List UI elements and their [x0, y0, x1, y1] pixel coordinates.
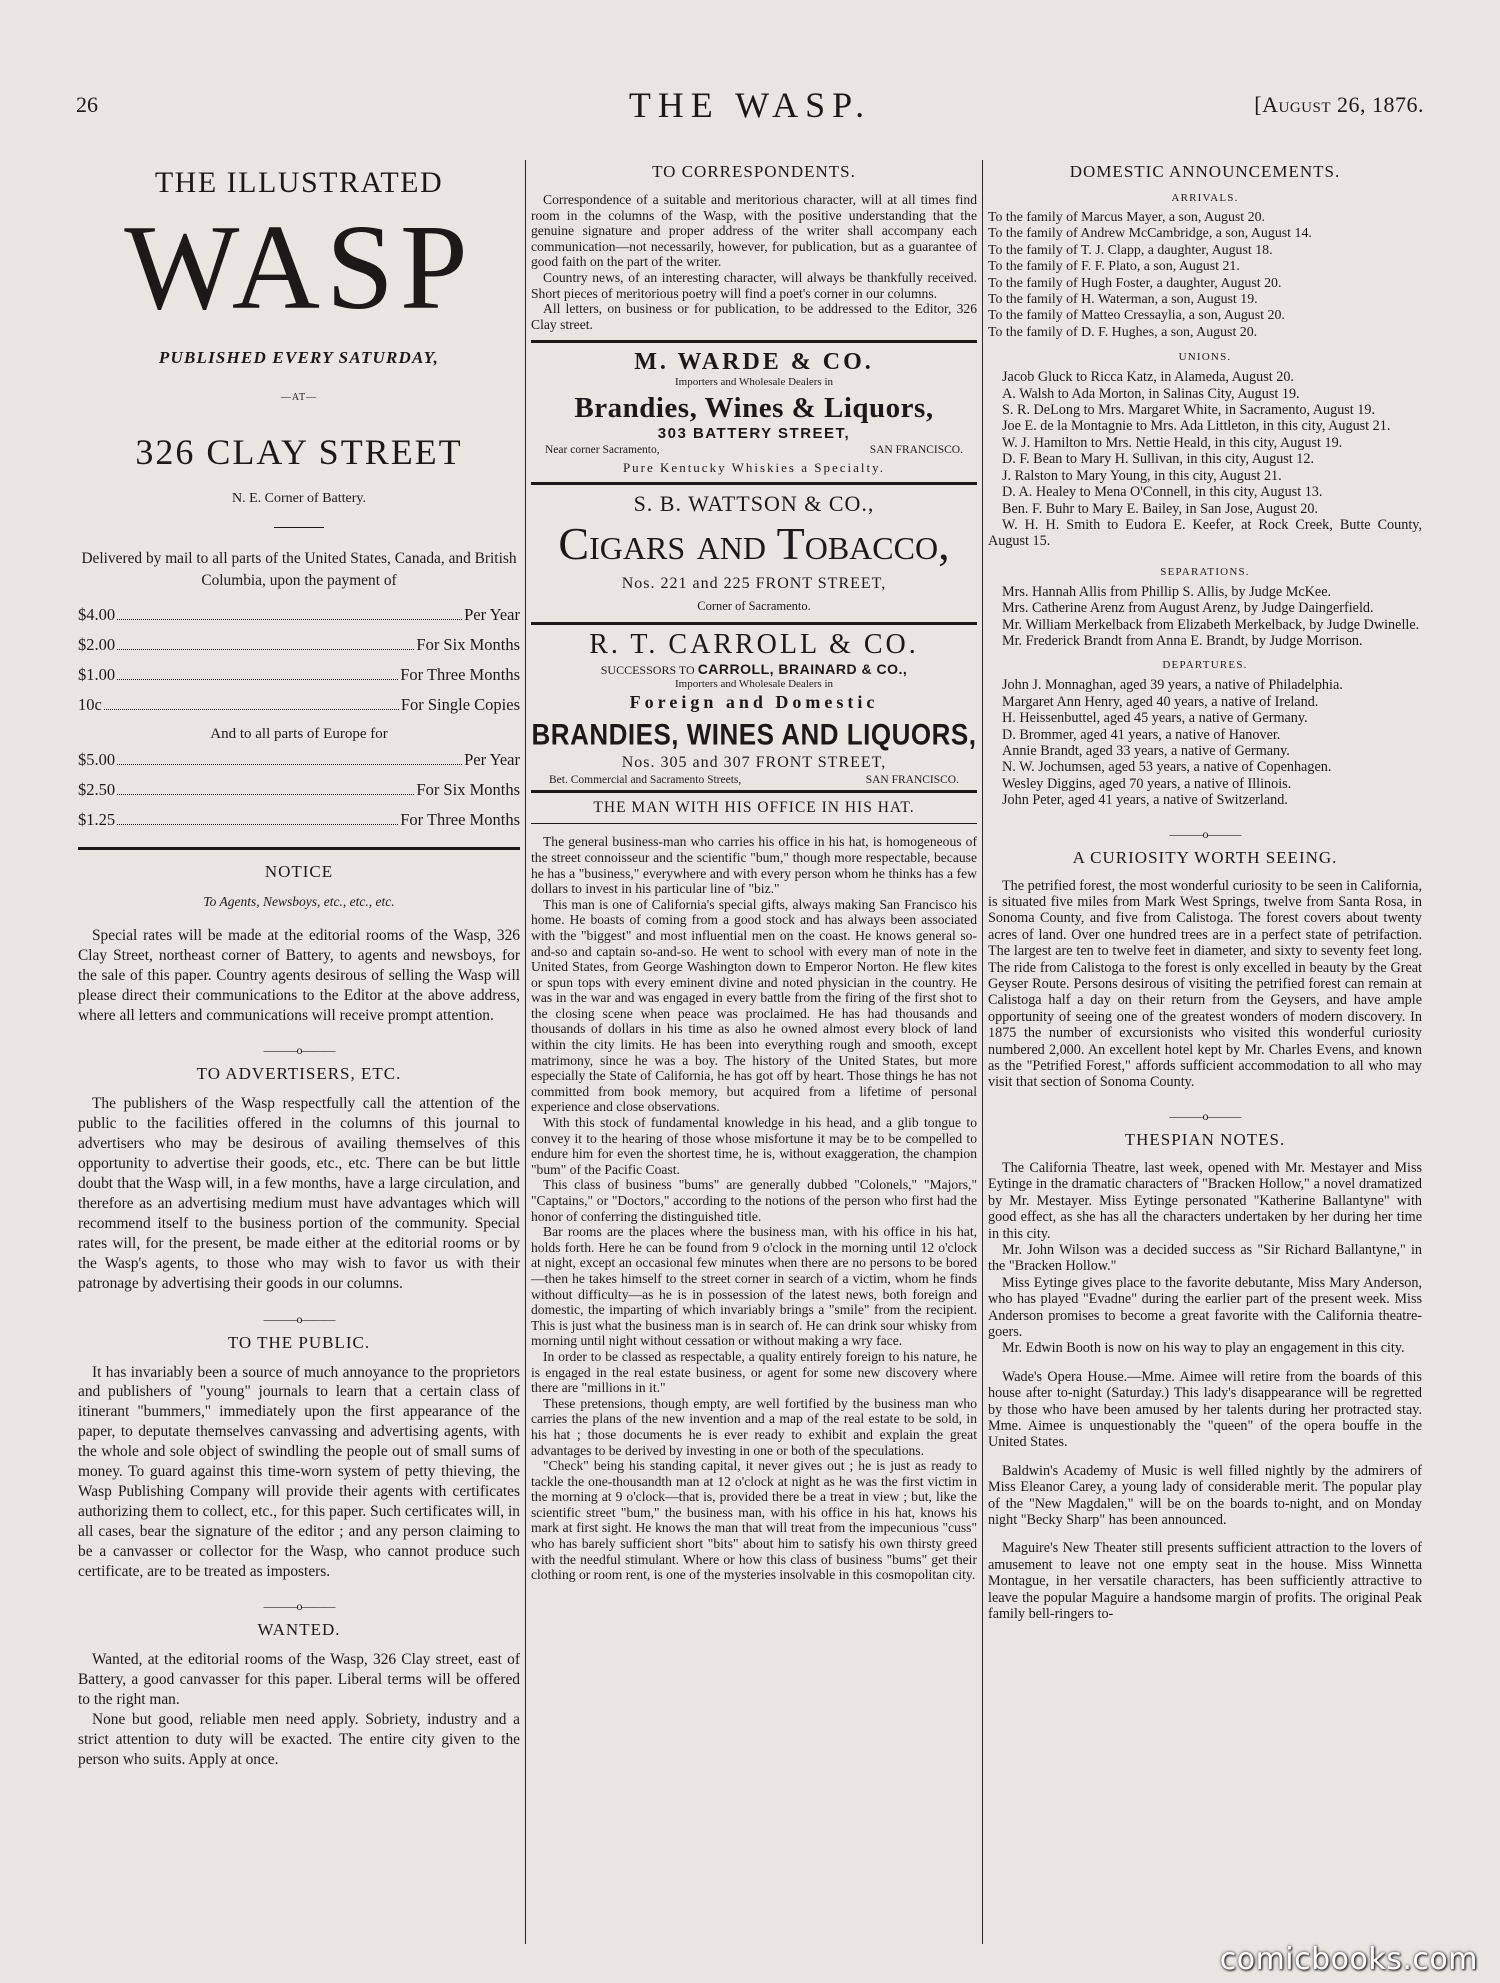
article-paragraph: Miss Eytinge gives place to the favorite debutante, Miss Mary Anderson, who has played "Evadne" during the earlier part of the present week. Miss Anderson promises to become a great favorite with the California theatre-goers.	[988, 1274, 1422, 1340]
short-divider	[274, 527, 324, 528]
article-paragraph: "Check" being his standing capital, it never gives out ; he is just as ready to tackle the one-thousandth man at 12 o'clock at night as he was the first victim in the morning at 9 o'clock—that is, provided there be a treat in view ; but, like the scientific street "bum," the business man, with his office in his hat, knows his mark at first sight. He knows the man that will treat from the impecunious "cuss" who has barely sufficient short "bits" about him to satisfy his own thirsty greed with the needful stimulant. Where or how this class of business "bums" get their clothing or room rent, is one of the mysteries insolvable in this cosmopolitan city.	[531, 1458, 977, 1583]
list-item: D. A. Healey to Mena O'Connell, in this city, August 13.	[1002, 484, 1323, 501]
wanted-article	[78, 1650, 520, 1769]
list-item: Ben. F. Buhr to Mary E. Bailey, in San Jose, August 20.	[1002, 500, 1318, 517]
unions-heading: UNIONS.	[1178, 351, 1232, 364]
thespian-article	[988, 1160, 1422, 1623]
column-rule-2	[982, 160, 983, 1944]
article-paragraph: These pretensions, though empty, are well fortified by the business man who carries the plans of the new invention and a map of the real estate to be sold, in his hat ; those documents he is ever ready to exhibit and explain the great advantages to be derived by investing in one or both of the speculations.	[531, 1395, 977, 1458]
man-office-article	[531, 834, 977, 1583]
ornament-divider: ———o———	[1169, 826, 1241, 841]
wasp-logo-title: WASP	[124, 200, 474, 335]
delivery-terms: Delivered by mail to all parts of the United States, Canada, and British Columbia, upon the payment of	[81, 550, 517, 589]
unions-list	[988, 369, 1422, 549]
issue-date: [August 26, 1876.	[1254, 92, 1424, 117]
article-paragraph: Maguire's New Theater still presents sufficient attraction to the lovers of amusement to leave not one empty seat in the house. Miss Winnetta Montague, in her versatile characters, has been sufficiently attractive to leave the popular Maguire a handsome margin of profits. The original Peak family bell-ringers to-	[988, 1540, 1422, 1623]
list-item: Mr. Frederick Brandt from Anna E. Brandt, by Judge Morrison.	[1002, 632, 1363, 649]
ad-wattson-products: Cigars and Tobacco,	[558, 518, 950, 570]
list-item: To the family of Marcus Mayer, a son, August 20.	[988, 210, 1266, 225]
ad-divider	[531, 790, 977, 793]
list-item: Mrs. Catherine Arenz from August Arenz, by Judge Daingerfield.	[1002, 600, 1374, 617]
wanted-heading: WANTED.	[257, 1620, 341, 1640]
ad-warde-location: Near corner Sacramento, SAN FRANCISCO.	[545, 444, 963, 457]
list-item: To the family of D. F. Hughes, a son, August 20.	[988, 324, 1258, 340]
list-item: Annie Brandt, aged 33 years, a native of Germany.	[1002, 742, 1290, 759]
ad-warde-street: 303 BATTERY STREET,	[657, 425, 851, 443]
price-row: $4.00 Per Year	[78, 605, 520, 624]
list-item: W. J. Hamilton to Mrs. Nettie Heald, in this city, August 19.	[1002, 434, 1343, 451]
article-paragraph: Mr. Edwin Booth is now on his way to play an engagement in this city.	[1002, 1340, 1405, 1357]
list-item: D. Brommer, aged 41 years, a native of Hanover.	[1002, 726, 1281, 743]
correspondents-body: Correspondence of a suitable and meritorious character, will at all times find room in the columns of the Wasp, with the positive understanding that the genuine signature and proper address of the writer shall accompany each communication—not necessarily, however, for publication, but as a guarantee of good faith on the part of the writer.	[531, 192, 977, 270]
list-item: S. R. DeLong to Mrs. Margaret White, in Sacramento, August 19.	[1002, 402, 1376, 419]
ad-wattson-address: Nos. 221 and 225 FRONT STREET,	[621, 575, 887, 593]
curiosity-heading: A CURIOSITY WORTH SEEING.	[1072, 847, 1338, 867]
list-item: Jacob Gluck to Ricca Katz, in Alameda, August 20.	[1002, 369, 1294, 386]
ad-carroll-location: Bet. Commercial and Sacramento Streets, SAN FRANCISCO.	[549, 774, 959, 787]
price-row: $2.50 For Six Months	[78, 780, 520, 799]
column-1	[78, 158, 520, 1948]
at-line: —AT—	[280, 392, 318, 403]
list-item: John J. Monnaghan, aged 39 years, a native of Philadelphia.	[1002, 677, 1343, 694]
published-line: PUBLISHED EVERY SATURDAY,	[158, 348, 440, 367]
list-item: To the family of Andrew McCambridge, a son, August 14.	[988, 226, 1312, 242]
wanted-body: None but good, reliable men need apply. Sobriety, industry and a strict attention to duty will be exacted. The entire city given to the person who suits. Apply at once.	[78, 1711, 520, 1768]
europe-line: And to all parts of Europe for	[210, 726, 388, 742]
notice-body: Special rates will be made at the editorial rooms of the Wasp, 326 Clay Street, northeast corner of Battery, to agents and newsboys, for the sale of this paper. Country agents desirous of selling the Wasp will please direct their communications to the Editor at the above address, where all letters and communications will receive prompt attention.	[78, 926, 520, 1024]
ad-divider	[531, 622, 977, 625]
advertisers-article	[78, 1094, 520, 1293]
address-title: 326 CLAY STREET	[135, 432, 463, 472]
ad-carroll	[531, 629, 977, 790]
departures-heading: DEPARTURES.	[1162, 659, 1248, 672]
page-number: 26	[76, 92, 98, 117]
separations-list	[988, 584, 1422, 650]
ornament-divider: ———o———	[263, 1599, 335, 1614]
price-row: $5.00 Per Year	[78, 750, 520, 769]
price-row: $1.25 For Three Months	[78, 810, 520, 829]
ad-carroll-sub: Importers and Wholesale Dealers in	[674, 678, 834, 691]
ornament-divider: ———o———	[263, 1043, 335, 1058]
wanted-body: Wanted, at the editorial rooms of the Wasp, 326 Clay street, east of Battery, a good canvasser for this paper. Liberal terms will be offered to the right man.	[78, 1651, 520, 1709]
list-item: To the family of Hugh Foster, a daughter, August 20.	[988, 275, 1282, 291]
column-2	[531, 158, 977, 1948]
article-paragraph: Wade's Opera House.—Mme. Aimee will retire from the boards of this house after to-night (Saturday.) This lady's disappearance will be regretted by those who have been amused by her talents during her protracted stay. Mme. Aimee is unquestionably the "queen" of the opera bouffe in the United States.	[988, 1368, 1422, 1451]
list-item: D. F. Bean to Mary H. Sullivan, in this city, August 12.	[1002, 451, 1315, 468]
list-item: Margaret Ann Henry, aged 40 years, a native of Ireland.	[1002, 693, 1319, 710]
ad-warde	[531, 349, 977, 476]
price-row: $2.00 For Six Months	[78, 635, 520, 654]
list-item: H. Heissenbuttel, aged 45 years, a native of Germany.	[1002, 710, 1308, 727]
list-item: A. Walsh to Ada Morton, in Salinas City, August 19.	[1002, 385, 1300, 402]
ad-carroll-foreign-domestic: Foreign and Domestic	[629, 692, 879, 713]
ornament-divider: ———o———	[263, 1311, 335, 1326]
ad-warde-specialty: Pure Kentucky Whiskies a Specialty.	[622, 460, 886, 476]
departures-list	[988, 677, 1422, 808]
ad-carroll-name: R. T. CARROLL & CO.	[589, 629, 919, 661]
advertisers-body: The publishers of the Wasp respectfully call the attention of the public to the facilities offered in the columns of this journal to advertisers who may be desirous of availing themselves of this opportunity to advertise their goods, etc., etc. There can be but little doubt that the Wasp will, in a few months, have a large circulation, and therefore as an advertising medium must have advantages which will recommend itself to the business portion of the community. Special rates will, for the present, be made either at the editorial rooms or by the Wasp's agents, to those who may wish to favor us with their patronage by advertising their goods in our columns.	[78, 1095, 520, 1292]
article-paragraph: With this stock of fundamental knowledge in his head, and a glib tongue to convey it to the hearing of those whose misfortune it may be to be compelled to endure him for even the shortest time, he is, without exaggeration, the champion "bum" of the Pacific Coast.	[531, 1115, 977, 1177]
article-paragraph: Baldwin's Academy of Music is well filled nightly by the admirers of Miss Eleanor Carey, a young lady of considerable merit. The popular play of the "New Magdalen," will be on the boards to-night, and on Monday night "Becky Sharp" has been announced.	[988, 1462, 1422, 1528]
list-item: N. W. Jochumsen, aged 53 years, a native of Copenhagen.	[1002, 759, 1332, 776]
article-paragraph: The general business-man who carries his office in his hat, is homogeneous of the street connoisseur and the scientific "bum," though more respectable, because he has a "business," everywhere and with every person whom he thinks has a few dollars to invest in his particular line of "biz."	[531, 834, 977, 897]
correspondents-body: All letters, on business or for publication, to be addressed to the Editor, 326 Clay street.	[531, 301, 977, 332]
separations-heading: SEPARATIONS.	[1160, 565, 1250, 578]
correspondents-article	[531, 192, 977, 332]
ad-wattson-corner: Corner of Sacramento.	[697, 599, 811, 614]
ad-carroll-successors: SUCCESSORS TO CARROLL, BRAINARD & CO.,	[600, 661, 908, 678]
address-corner: N. E. Corner of Battery.	[232, 491, 366, 506]
price-list-europe	[78, 745, 520, 835]
domestic-heading: DOMESTIC ANNOUNCEMENTS.	[1069, 162, 1341, 181]
ornament-divider: ———o———	[1169, 1108, 1241, 1123]
arrivals-list	[988, 210, 1422, 341]
man-office-heading: THE MAN WITH HIS OFFICE IN HIS HAT.	[593, 799, 915, 817]
list-item: To the family of F. F. Plato, a son, August 21.	[988, 259, 1240, 275]
ad-wattson-name: S. B. WATTSON & CO.,	[633, 491, 875, 517]
masthead	[0, 85, 1500, 132]
list-item: W. H. H. Smith to Eudora E. Keefer, at Rock Creek, Butte County, August 15.	[988, 516, 1422, 550]
article-paragraph: The California Theatre, last week, opened with Mr. Mestayer and Miss Eytinge in the dramatic characters of "Bracken Hollow," a novel dramatized by Mr. Mestayer. Miss Eytinge personated "Katherine Ballantyne" with good effect, as she has all the characters undertaken by her during her time in this city.	[988, 1159, 1422, 1242]
article-paragraph: This man is one of California's special gifts, always making San Francisco his home. He boasts of coming from a good stock and has always been associated with the "biggest" and most influential men on the coast. He knows general so-and-so and captain so-and-so. He went to school with every man of note in the United States, from George Washington down to Emperor Norton. He flew kites or spun tops with every eminent divine and noted physician in the country. He was in the war and was engaged in every battle from the firing of the first shot to the closing scene when peace was proclaimed. He has had thousands and thousands of dollars in his time as also he owned almost every block of land within the city limits. He has been into everything rough and smooth, except matrimony, since he was a boy. The history of the United States, but more especially the State of California, he has got off by heart. Those things he has not committed from book memory, but acquired from a lifetime of personal experience and close observations.	[531, 896, 977, 1115]
ad-warde-products: Brandies, Wines & Liquors,	[574, 392, 934, 425]
section-divider	[78, 847, 520, 850]
ad-carroll-products: BRANDIES, WINES AND LIQUORS,	[531, 717, 977, 752]
notice-heading: NOTICE	[264, 862, 334, 881]
correspondents-body: Country news, of an interesting character, will always be thankfully received. Short pieces of meritorious poetry will find a poet's corner in our columns.	[531, 269, 977, 301]
price-list	[78, 600, 520, 720]
column-rule-1	[525, 160, 526, 1944]
article-paragraph: This class of business "bums" are generally dubbed "Colonels," "Majors," "Captains," or "Doctors," according to the notions of the person who first had the honor of conferring the distinguished title.	[531, 1177, 977, 1224]
notice-article	[78, 926, 520, 1026]
list-item: J. Ralston to Mary Young, in this city, August 21.	[1002, 467, 1282, 484]
ad-warde-sub: Importers and Wholesale Dealers in	[674, 376, 834, 389]
list-item: To the family of T. J. Clapp, a daughter, August 18.	[988, 242, 1273, 258]
list-item: John Peter, aged 41 years, a native of Switzerland.	[1002, 792, 1288, 809]
list-item: Mrs. Hannah Allis from Phillip S. Allis, by Judge McKee.	[1002, 583, 1332, 600]
public-article	[78, 1363, 520, 1582]
article-paragraph: Mr. John Wilson was a decided success as "Sir Richard Ballantyne," in the "Bracken Hollow."	[988, 1241, 1422, 1275]
arrivals-heading: ARRIVALS.	[1171, 192, 1239, 204]
curiosity-body: The petrified forest, the most wonderful curiosity to be seen in California, is situated five miles from Mark West Springs, twelve from Santa Rosa, in Sonoma County, and five from Calistoga. The forest covers about twenty acres of land. Over one hundred trees are in a perfect state of petrifaction. The largest are ten to twelve feet in diameter, and sixty to seventy feet long. The ride from Calistoga to the forest is only excelled in beauty by the Great Geyser Route. Persons desirous of visiting the petrified forest can remain at Calistoga half a day on their return from the Geysers, and have ample opportunity of seeing one of the greatest wonders of modern discovery. In 1875 the number of excursionists who visited this wonderful curiosity numbered 2,000. An excellent hotel kept by Mr. Charles Evens, and known as the "Petrified Forest," affords sufficient accommodation to all who may visit that section of Sonoma County.	[988, 877, 1422, 1091]
column-3	[988, 158, 1422, 1948]
list-item: Wesley Diggins, aged 70 years, a native of Illinois.	[1002, 775, 1292, 792]
notice-subheading: To Agents, Newsboys, etc., etc., etc.	[203, 894, 395, 909]
page-title: THE WASP.	[628, 85, 872, 125]
watermark-logo: comicbooks.com	[1219, 1942, 1478, 1977]
illustrated-title: THE ILLUSTRATED	[154, 166, 444, 199]
price-row: $1.00 For Three Months	[78, 665, 520, 684]
ad-divider	[531, 340, 977, 343]
curiosity-article	[988, 878, 1422, 1091]
article-paragraph: Bar rooms are the places where the business man, with his office in his hat, holds forth. Here he can be found from 9 o'clock in the morning until 12 o'clock at night, except an occasional few minutes when there are no persons to be bored—then he takes himself to the street corner in search of a victim, whom he finds without difficulty—as he is in possession of the latest news, both foreign and domestic, the imparting of which invariably brings a "smile" from the recipient. This is just what the business man is in search of. He can drink sour whisky from morning until night without cessation or without making a wry face.	[531, 1224, 977, 1349]
price-row: 10c For Single Copies	[78, 695, 520, 714]
list-item: To the family of H. Waterman, a son, August 19.	[988, 292, 1258, 308]
heading-rule	[531, 823, 977, 824]
correspondents-heading: TO CORRESPONDENTS.	[652, 162, 856, 181]
public-body: It has invariably been a source of much annoyance to the proprietors and publishers of "young" journals to learn that a certain class of itinerant "bummers," immediately upon the first appearance of the paper, to deputate themselves canvassing and advertising agents, with the whole and sole object of swindling the people out of small sums of money. To guard against this time-worn system of petty thieving, the Wasp Publishing Company will provide their agents with certificates authorizing them to collect, etc., for this paper. Such certificates will, in all cases, bear the signature of the editor ; and any person claiming to be a canvasser or collector for the Wasp, who cannot produce such certificate, are to be treated as imposters.	[78, 1363, 520, 1580]
ad-carroll-address: Nos. 305 and 307 FRONT STREET,	[621, 754, 887, 772]
ad-warde-name: M. WARDE & CO.	[634, 349, 874, 376]
thespian-heading: THESPIAN NOTES.	[1124, 1129, 1286, 1149]
ad-wattson	[531, 491, 977, 614]
article-paragraph: In order to be classed as respectable, a quality entirely foreign to his nature, he is engaged in the real estate business, or agent for some new discovery where there are "millions in it."	[531, 1348, 977, 1396]
public-heading: TO THE PUBLIC.	[227, 1332, 371, 1352]
list-item: To the family of Matteo Cressaylia, a son, August 20.	[988, 308, 1285, 324]
advertisers-heading: TO ADVERTISERS, ETC.	[196, 1064, 402, 1084]
list-item: Mr. William Merkelback from Elizabeth Merkelback, by Judge Dwinelle.	[1002, 616, 1420, 633]
ad-divider	[531, 482, 977, 485]
list-item: Joe E. de la Montagnie to Mrs. Ada Littleton, in this city, August 21.	[1002, 418, 1391, 435]
